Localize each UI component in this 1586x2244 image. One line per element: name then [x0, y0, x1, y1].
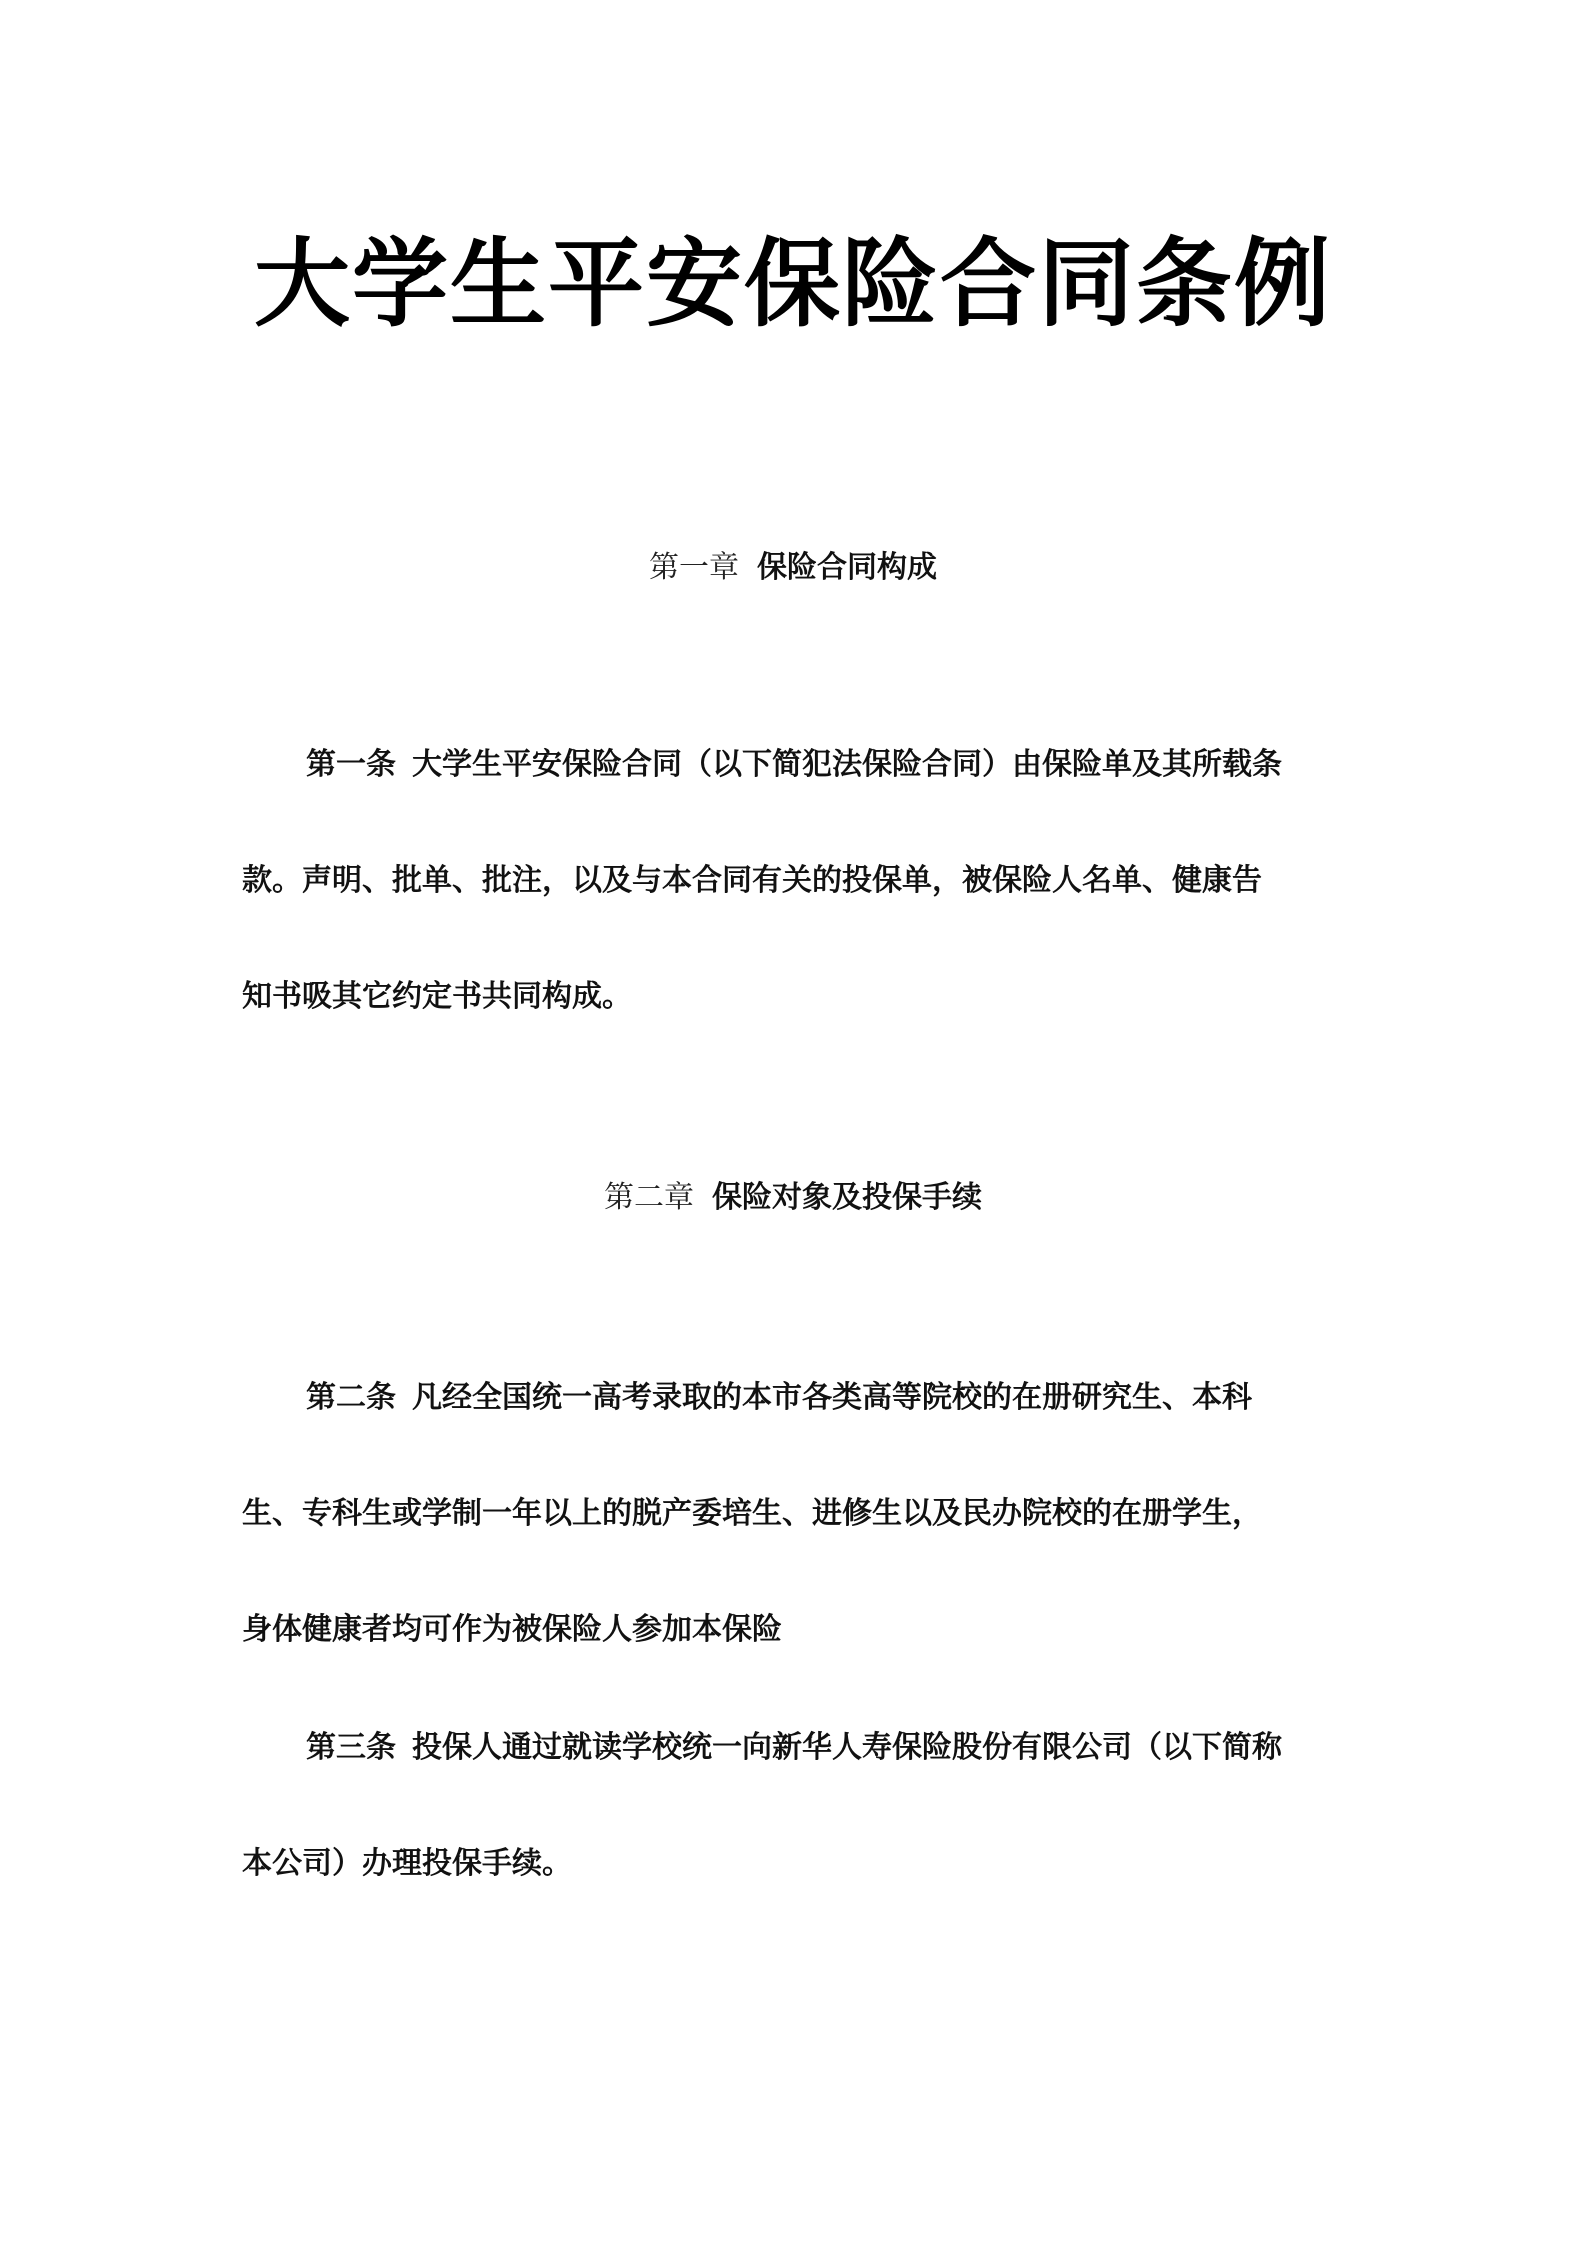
article-line — [242, 747, 1354, 863]
article-2 — [242, 1380, 1354, 1728]
article-line: 生、专科生或学制一年以上的脱产委培生、进修生以及民办院校的在册学生， — [242, 1496, 1262, 1531]
chapter-name: 保险对象及投保手续 — [712, 1180, 982, 1215]
chapter-heading-2 — [0, 1180, 1586, 1216]
article-label: 第二条 — [306, 1380, 396, 1415]
chapter-heading-1 — [0, 550, 1586, 586]
article-line — [242, 1730, 1354, 1846]
document-title: 大学生平安保险合同条例 — [254, 228, 1332, 340]
article-line: 本公司）办理投保手续。 — [242, 1846, 572, 1881]
chapter-name: 保险合同构成 — [757, 550, 937, 585]
article-label: 第三条 — [306, 1730, 396, 1765]
article-text: 大学生平安保险合同（以下简犯法保险合同）由保险单及其所载条 — [412, 747, 1282, 782]
article-line — [242, 1380, 1354, 1496]
article-line: 款。声明、批单、批注，以及与本合同有关的投保单，被保险人名单、健康告 — [242, 863, 1262, 898]
chapter-number: 第一章 — [649, 550, 739, 585]
article-text: 投保人通过就读学校统一向新华人寿保险股份有限公司（以下简称 — [412, 1730, 1282, 1765]
article-label: 第一条 — [306, 747, 396, 782]
chapter-number: 第二章 — [604, 1180, 694, 1215]
article-1 — [242, 747, 1354, 1095]
article-3 — [242, 1730, 1354, 1962]
article-line: 身体健康者均可作为被保险人参加本保险 — [242, 1612, 782, 1647]
article-text: 凡经全国统一高考录取的本市各类高等院校的在册研究生、本科 — [412, 1380, 1252, 1415]
article-line: 知书吸其它约定书共同构成。 — [242, 979, 632, 1014]
